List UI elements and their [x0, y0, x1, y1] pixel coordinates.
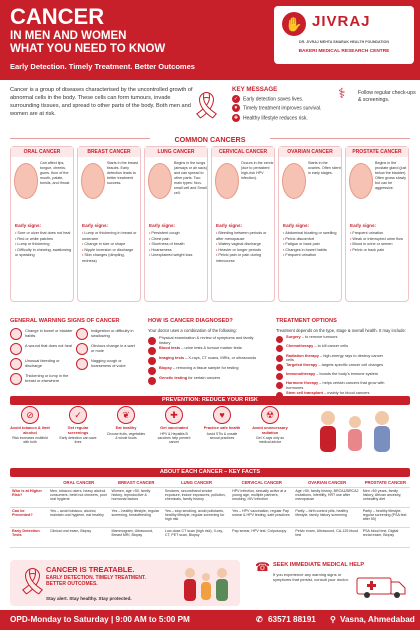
- treatment-detail: – targets specific cancer cell changes: [317, 361, 384, 367]
- warning-sign-item: [10, 373, 74, 387]
- prevention-desc: Get X-rays only as medical advice: [256, 436, 284, 445]
- early-signs-list: [15, 231, 73, 259]
- warning-sign-text: A wound that does not heal: [25, 343, 72, 348]
- early-sign-item: • Fatigue or back pain: [283, 242, 341, 248]
- warning-sign-text: Change in bowel or bladder habits: [25, 328, 73, 338]
- early-sign-item: • Heavier or longer periods: [216, 248, 274, 254]
- treatment-detail: – to remove tumours: [300, 334, 338, 339]
- prevention-item: [10, 406, 50, 460]
- warning-sign-icon: [76, 328, 88, 340]
- prevention-desc: Risk increases multifold with both: [12, 436, 48, 445]
- table-cell: Pelvic exam, Ultrasound, CA-125 blood test: [295, 528, 359, 537]
- cancer-card: [211, 146, 275, 302]
- treatable-subtitle: EARLY DETECTION. TIMELY TREATMENT. BETTER OUTCOMES.: [46, 575, 146, 588]
- cancer-card-desc: Occurs in the cervix (due to persistent high-risk HPV infection).: [241, 161, 274, 180]
- family-illustration: [300, 406, 410, 460]
- awareness-ribbon-icon: 🎗: [16, 566, 50, 596]
- table-cell: Partly – healthy lifestyle, regular screening (PSA test after 50): [362, 508, 407, 522]
- diagnosis-text: [159, 356, 263, 361]
- table-header-cell: CERVICAL CANCER: [241, 480, 282, 486]
- warning-sign-item: [10, 343, 74, 357]
- early-signs-label: Early signs:: [149, 223, 176, 228]
- treatment-head: Radiation therapy: [286, 352, 319, 358]
- diagnosis-text: [159, 346, 263, 351]
- diagnosis-text: [159, 366, 263, 371]
- early-sign-item: • Nipple inversion or discharge: [82, 248, 140, 254]
- prevention-item: [154, 406, 194, 460]
- treatment-intro: Treatment depends on the type, stage & overall health. It may include:: [276, 328, 406, 333]
- diagnosis-icon: [148, 367, 156, 375]
- early-sign-item: • Chest pain: [149, 237, 207, 243]
- prevention-icon: ✓: [69, 406, 87, 424]
- cancer-card: [144, 146, 208, 302]
- diagnosis-detail: – X-rays, CT scans, MRIs, or ultrasounds: [184, 355, 257, 360]
- table-cell: Mammogram, Ultrasound, Breast MRI, Biopsy: [111, 528, 154, 537]
- phone-alert-icon: ☎: [255, 560, 270, 574]
- prevention-desc: Early detection can save lives: [59, 436, 97, 445]
- treatment-icon: [276, 336, 283, 343]
- diagnosis-icon: [148, 357, 156, 365]
- prevention-head: Avoid unnecessary radiation: [252, 425, 288, 435]
- prevention-desc: HPV & Hepatitis B vaccines help prevent cancer: [157, 431, 191, 444]
- cancer-card-desc: Can affect lips, tongue, cheeks, gums, floor of the mouth, palate, tonsils, and throat.: [40, 161, 71, 185]
- treatment-head: Targeted therapy: [286, 361, 318, 367]
- early-sign-item: • Hoarseness: [149, 248, 207, 254]
- early-sign-item: • Bleeding between periods or after menopause: [216, 231, 274, 242]
- organ-illustration-icon: [81, 163, 105, 199]
- warning-sign-icon: [76, 343, 88, 355]
- early-sign-item: • Blood in urine or semen: [350, 242, 408, 248]
- treatable-footer: Stay alert. Stay healthy. Stay protected.: [46, 596, 132, 601]
- organ-illustration-icon: [349, 163, 373, 199]
- table-cell: Women, age >50, family history, reproductive & hormonal factors: [111, 488, 151, 502]
- treatment-head: Hormone therapy: [286, 380, 319, 386]
- warning-sign-text: Thickening or lump in the breast or elsewhere: [25, 373, 69, 383]
- treatment-icon: [276, 355, 283, 362]
- prevention-icon: ✚: [165, 406, 183, 424]
- table-cell: Smokers, secondhand smoke exposure, indoor exposures, pollution, chemicals, family history: [164, 488, 226, 502]
- prevention-desc: Choose fruits, vegetables & whole foods: [106, 431, 146, 440]
- warning-sign-icon: [10, 358, 22, 370]
- early-signs-label: Early signs:: [350, 223, 377, 228]
- table-row: [10, 527, 410, 547]
- ambulance-icon: [355, 572, 407, 600]
- early-sign-item: • Frequent urination: [283, 253, 341, 259]
- poster: CANCER IN MEN AND WOMEN WHAT YOU NEED TO KNOW Early Detection. Timely Treatment. Better Outcomes ✋ JIVRAJ DR. JIVRAJ MEHTA SMARAK HEALTH FOUNDATION BAKERI MEDICAL RESEARCH CENTRE Cancer is a group of diseases characterised by the uncontrolled growth of abnormal cells in the body. These cells can form tumours, invade surrounding tissues, and spread to other parts of the body. Both men and women are at risk. 🎗 KEY MESSAGE ✓ Early detection saves lives. ♥ Timely treatment improves survival. ✚ Healthy lifestyle reduces risk. ⚕ Follow regular check-ups & screenings. COMMON CANCERS ORAL CANCER Can affect lips, tongue, cheeks, gums, floor of the mouth, palate, tonsils, and throat. Early signs: • Sore or ulcer that does not heal • Red or white patches • Lump or thickening • Difficulty in chewing, swallowing or speaking BREAST CANCER Starts in the breast tissues. Early detection leads to better treatment success. Early signs: • Lump or thickening in breast or underarm • Change in size or shape • Nipple inversion or discharge • Skin changes (dimpling, redness) LUNG CANCER Begins in the lungs (airways or air sacs) and can spread to other parts. Two main types: Non-small cell and Small cell. Early signs: • Persistent cough • Chest pain • Shortness of breath • Hoarseness • Unexplained weight loss CERVICAL CANCER Occurs in the cervix (due to persistent high-risk HPV infection). Early signs: • Bleeding between periods or after menopause • Watery vaginal discharge • Heavier or longer periods • Pelvic pain or pain during intercourse OVARIAN CANCER Starts in the ovaries. Often silent in early stages. Early signs: • Abdominal bloating or swelling • Pelvic discomfort • Fatigue or back pain • Changes in bowel habits • Frequent urination PROSTATE CANCER Begins in the prostate gland (just below the bladder). Often grows slowly but can be aggressive. Early signs: • Frequent urination • Weak or interrupted urine flow • Blood in urine or semen • Pelvic or back pain GENERAL WARNING SIGNS OF CANCER Change in bowel or bladder habits Indigestion or difficulty in swallowing A wound that does not heal Obvious change in a wart or mole Unusual bleeding or discharge Nagging cough or hoarseness of voice Thickening or lump in the breast or elsewhere HOW IS CANCER DIAGNOSED? Your doctor uses a combination of the following: Physical examination & review of symptoms and family history Blood tests – urine tests & tumour marker tests Imaging tests – X-rays, CT scans, MRIs, or ultrasounds Biopsy – removing a tissue sample for testing Genetic testing for certain cancers TREATMENT OPTIONS Treatment depends on the type, stage & overall health. It may include: Surgery – to remove tumours Chemotherapy – to kill cancer cells Radiation therapy – high-energy rays to destroy cancer cells Targeted therapy – targets specific cancer cell changes Immunotherapy – boosts the body's immune system Hormone therapy – helps certain cancers that grow with hormones Stem cell transplant – mainly for blood cancers PREVENTION: REDUCE YOUR RISK ⊘ Avoid tobacco & limit alcohol Risk increases multifold with both ✓ Get regular screenings Early detection can save lives ❦ Eat healthy Choose fruits, vegetables & whole foods ✚ Get vaccinated HPV & Hepatitis B vaccines help prevent cancer ♥ Practice safe health Avoid STIs & unsafe sexual practices ☢ Avoid unnecessary radiation Get X-rays only as medical advice ABOUT EACH CANCER – KEY FACTS ORAL CANCER BREAST CANCER LUNG CANCER CERVICAL CANCER OVARIAN CANCER PROSTATE CANCER Who is at Higher Risk? Men, tobacco users, heavy alcohol consumers, betel nut chewers, poor oral hygiene Women, age >50, family history, reproductive & hormonal factors Smokers, secondhand smoke exposure, indoor exposures, pollution, chemicals, family history HPV infection, sexually active at a young age, multiple partners, smoking, HIV infection Age >50, family history, BRCA1/BRCA2 mutations, infertility, HRT use after menopause Men >50 years, family history, African ancestry, unhealthy diet Can be Prevented? Yes – avoid tobacco, alcohol, maintain oral hygiene, eat healthy Yes – healthy lifestyle, regular screening, breastfeeding Yes – stop smoking, avoid pollutants, healthy lifestyle, regular screening for high risk Yes – HPV vaccination, regular Pap smear & HPV testing, safe practices Partly – birth control pills, healthy lifestyle, family history screening Partly – healthy lifestyle, regular screening (PSA test after 50) Early Detection Tests Clinical oral exam, Biopsy Mammogram, Ultrasound, Breast MRI, Biopsy Low-dose CT scan (high risk), X-ray, CT, PET scan, Biopsy Pap smear, HPV test, Colposcopy Pelvic exam, Ultrasound, CA-125 blood test PSA blood test, Digital rectal exam, Biopsy 🎗 CANCER IS TREATABLE. EARLY DETECTION. TIMELY TREATMENT. BETTER OUTCOMES. Stay alert. Stay healthy. Stay protected. ☎ SEEK IMMEDIATE MEDICAL HELP If you experience any warning signs or symptoms that persist, consult your doctor. OPD-Monday to Saturday | 9:00 AM to 5:00 PM ✆ 63571 88191 ⚲ Vasna, Ahmedabad: [0, 0, 420, 630]
- prevention-icon: ☢: [261, 406, 279, 424]
- key-message-title: KEY MESSAGE: [232, 86, 278, 93]
- early-sign-item: • Lump or thickening: [15, 242, 73, 248]
- heart-icon: ♥: [232, 104, 240, 112]
- cancer-card-desc: Begins in the prostate gland (just below the bladder). Often grows slowly but can be aggressive.: [375, 161, 407, 190]
- early-sign-item: • Abdominal bloating or swelling: [283, 231, 341, 237]
- warning-signs-panel: [10, 318, 142, 390]
- table-cell: Yes – avoid tobacco, alcohol, maintain oral hygiene, eat healthy: [50, 508, 104, 517]
- early-sign-item: • Lump or thickening in breast or underarm: [82, 231, 140, 242]
- early-sign-item: • Pelvic pain or pain during intercourse: [216, 253, 274, 264]
- early-sign-item: • Skin changes (dimpling, redness): [82, 253, 140, 264]
- opd-hours: OPD-Monday to Saturday | 9:00 AM to 5:00 PM: [10, 615, 190, 624]
- brand-centre: BAKERI MEDICAL RESEARCH CENTRE: [298, 49, 390, 54]
- diagnosis-head: Imaging tests: [159, 355, 185, 360]
- cancer-card-desc: Starts in the breast tissues. Early detection leads to better treatment success.: [107, 161, 138, 185]
- cancer-card-title: LUNG CANCER: [145, 147, 207, 157]
- early-sign-item: • Sore or ulcer that does not heal: [15, 231, 73, 237]
- brand-name: JIVRAJ: [312, 13, 371, 30]
- diagnosis-icon: [148, 347, 156, 355]
- diagnosis-head: Genetic testing: [159, 375, 188, 380]
- early-sign-item: • Difficulty in chewing, swallowing or speaking: [15, 248, 73, 259]
- treatment-head: Chemotherapy: [286, 343, 314, 349]
- table-cell: Pap smear, HPV test, Colposcopy: [232, 528, 287, 533]
- table-cell: Yes – HPV vaccination, regular Pap smear & HPV testing, safe practices: [232, 508, 290, 517]
- warning-sign-icon: [10, 343, 22, 355]
- early-signs-list: [216, 231, 274, 265]
- cancer-card-title: OVARIAN CANCER: [279, 147, 341, 157]
- early-signs-list: [149, 231, 207, 259]
- early-signs-list: [350, 231, 408, 253]
- prevention-icon: ⊘: [21, 406, 39, 424]
- treatment-detail: – mainly for blood cancers: [322, 389, 370, 395]
- diagnosis-title: HOW IS CANCER DIAGNOSED?: [148, 318, 233, 324]
- table-header-cell: BREAST CANCER: [118, 480, 155, 486]
- diagnosis-head: Blood tests: [159, 345, 181, 350]
- treatment-text: [286, 335, 390, 339]
- treatment-icon: [276, 364, 283, 371]
- location-text: Vasna, Ahmedabad: [340, 615, 415, 624]
- diagnosis-panel: [148, 318, 268, 390]
- early-signs-label: Early signs:: [15, 223, 42, 228]
- cancer-card: [10, 146, 74, 302]
- cancer-card: [345, 146, 409, 302]
- key-facts-table: [10, 479, 410, 548]
- shield-icon: ✚: [233, 114, 239, 121]
- table-cell: HPV infection, sexually active at a young age, multiple partners, smoking, HIV infection: [232, 488, 287, 502]
- header-banner: [0, 0, 420, 80]
- family-icon: [178, 564, 234, 602]
- intro-text: Cancer is a group of diseases characterised by the uncontrolled growth of abnormal cells in the body. These cells can form tumours, invade surrounding tissues, and spread to other parts of the body. Both men and women are at risk.: [10, 87, 193, 117]
- common-cancers-title: COMMON CANCERS: [174, 135, 246, 144]
- warning-sign-item: [76, 358, 140, 372]
- prevention-item: [58, 406, 98, 460]
- warning-sign-icon: [10, 373, 22, 385]
- warning-sign-text: Unusual bleeding or discharge: [25, 358, 60, 368]
- prevention-item: [106, 406, 146, 460]
- warning-sign-text: Indigestion or difficulty in swallowing: [91, 328, 134, 338]
- table-row: [10, 507, 410, 527]
- key-message-list: [232, 95, 321, 123]
- early-signs-list: [283, 231, 341, 259]
- treatment-text: [286, 391, 390, 395]
- prevention-head: Eat healthy: [115, 425, 137, 430]
- table-cell: Partly – birth control pills, healthy lifestyle, family history screening: [295, 508, 349, 517]
- check-icon: ✓: [233, 96, 239, 102]
- key-message-item: ✚ Healthy lifestyle reduces risk.: [233, 114, 308, 121]
- table-cell: Clinical oral exam, Biopsy: [50, 528, 92, 533]
- table-header-cell: OVARIAN CANCER: [308, 480, 347, 486]
- organ-illustration-icon: [282, 163, 306, 199]
- warning-sign-item: [10, 358, 74, 372]
- diagnosis-intro: Your doctor uses a combination of the following:: [148, 328, 237, 333]
- early-sign-item: • Weak or interrupted urine flow: [350, 237, 408, 243]
- early-sign-item: • Shortness of breath: [149, 242, 207, 248]
- divider: [270, 138, 410, 139]
- organ-illustration-icon: [215, 163, 239, 199]
- subtitle-line-2: WHAT YOU NEED TO KNOW: [10, 43, 166, 55]
- treatment-icon: [276, 345, 283, 352]
- diagnosis-icon: [148, 337, 156, 345]
- phone-number[interactable]: 63571 88191: [268, 615, 316, 624]
- stethoscope-icon: ⚕: [338, 85, 346, 101]
- table-header-cell: PROSTATE CANCER: [364, 480, 406, 486]
- organ-illustration-icon: [14, 163, 38, 199]
- table-cell: Yes – healthy lifestyle, regular screening, breastfeeding: [111, 508, 160, 517]
- brand-foundation: DR. JIVRAJ MEHTA SMARAK HEALTH FOUNDATION: [299, 40, 389, 44]
- table-cell: Low-dose CT scan (high risk), X-ray, CT, PET scan, Biopsy: [164, 528, 223, 537]
- table-header-row: [10, 479, 410, 487]
- early-signs-list: [82, 231, 140, 265]
- treatment-text: [286, 372, 390, 376]
- warning-sign-item: [10, 328, 74, 342]
- row-header: Early Detection Tests: [12, 528, 40, 537]
- early-signs-label: Early signs:: [82, 223, 109, 228]
- subtitle-line-1: IN MEN AND WOMEN: [10, 30, 127, 42]
- cancer-card-title: PROSTATE CANCER: [346, 147, 408, 157]
- treatment-detail: – high-energy rays to destroy cancer cells: [286, 352, 384, 362]
- warning-sign-icon: [10, 328, 22, 340]
- treatable-box: [10, 560, 240, 606]
- organ-illustration-icon: [148, 163, 172, 199]
- cancer-card-desc: Starts in the ovaries. Often silent in early stages.: [308, 161, 341, 175]
- location-pin-icon: ⚲: [330, 615, 336, 624]
- family-icon: [300, 406, 410, 460]
- seek-help-text: If you experience any warning signs or symptoms that persist, consult your doctor.: [273, 572, 349, 582]
- key-message-item: ♥ Timely treatment improves survival.: [232, 104, 321, 113]
- table-row: [10, 487, 410, 507]
- diagnosis-detail: for certain cancers: [187, 375, 221, 380]
- table-cell: Age >50, family history, BRCA1/BRCA2 mutations, infertility, HRT use after menopause: [295, 488, 359, 502]
- diagnosis-icon: [148, 377, 156, 385]
- diagnosis-head: Biopsy: [159, 365, 172, 370]
- treatment-text: [286, 363, 390, 367]
- early-sign-item: • Pelvic or back pain: [350, 248, 408, 254]
- treatment-detail: – to kill cancer cells: [313, 343, 349, 349]
- brand-logo: [274, 6, 414, 64]
- table-cell: PSA blood test, Digital rectal exam, Biopsy: [362, 528, 399, 537]
- prevention-head: Get regular screenings: [67, 425, 89, 435]
- seek-help-title: SEEK IMMEDIATE MEDICAL HELP: [273, 562, 365, 568]
- early-sign-item: • Unexplained weight loss: [149, 253, 207, 259]
- prevention-item: [250, 406, 290, 460]
- warning-sign-icon: [76, 358, 88, 370]
- early-sign-item: • Watery vaginal discharge: [216, 242, 274, 248]
- treatment-detail: – helps certain cancers that grow with hormones: [286, 380, 385, 390]
- early-sign-item: • Red or white patches: [15, 237, 73, 243]
- warning-sign-item: [76, 343, 140, 357]
- treatment-text: [286, 344, 390, 348]
- treatment-icon: [276, 373, 283, 380]
- prevention-head: Get vaccinated: [160, 425, 188, 430]
- warning-sign-item: [76, 328, 140, 342]
- cancer-card-title: BREAST CANCER: [78, 147, 140, 157]
- prevention-title: PREVENTION: REDUCE YOUR RISK: [10, 396, 410, 405]
- treatment-head: Immunotherapy: [286, 371, 316, 377]
- treatment-title: TREATMENT OPTIONS: [276, 318, 337, 324]
- table-cell: Men >50 years, family history, African ancestry, unhealthy diet: [362, 488, 402, 502]
- diagnosis-detail: Physical examination & review of symptoms and family history: [159, 335, 254, 345]
- cancer-card-title: ORAL CANCER: [11, 147, 73, 157]
- table-cell: Men, tobacco users, heavy alcohol consumers, betel nut chewers, poor oral hygiene: [50, 488, 107, 502]
- treatable-title: CANCER IS TREATABLE.: [46, 565, 135, 574]
- treatment-head: Surgery: [286, 334, 301, 339]
- warning-sign-text: Nagging cough or hoarseness of voice: [91, 358, 126, 368]
- early-sign-item: • Frequent urination: [350, 231, 408, 237]
- key-facts-title: ABOUT EACH CANCER – KEY FACTS: [10, 468, 410, 477]
- warning-signs-title: GENERAL WARNING SIGNS OF CANCER: [10, 318, 120, 324]
- page-title: CANCER: [10, 4, 105, 29]
- table-header-cell: ORAL CANCER: [63, 480, 95, 486]
- diagnosis-detail: – removing a tissue sample for testing: [171, 365, 239, 370]
- awareness-ribbon-icon: 🎗: [190, 90, 224, 120]
- prevention-desc: Avoid STIs & unsafe sexual practices: [206, 431, 238, 440]
- page-subtitle: [10, 30, 165, 56]
- table-header-cell: [10, 479, 48, 487]
- early-sign-item: • Changes in bowel habits: [283, 248, 341, 254]
- tagline: Early Detection. Timely Treatment. Better Outcomes: [10, 62, 195, 71]
- hands-logo-icon: ✋: [282, 12, 306, 36]
- prevention-head: Practice safe health: [203, 425, 241, 430]
- row-header: Who is at Higher Risk?: [12, 488, 42, 497]
- phone-icon: ✆: [256, 615, 263, 624]
- diagnosis-detail: – urine tests & tumour marker tests: [180, 345, 242, 350]
- cancer-card: [77, 146, 141, 302]
- cancer-card: [278, 146, 342, 302]
- key-message-item: ✓ Early detection saves lives.: [233, 96, 304, 103]
- treatment-head: Stem cell transplant: [286, 389, 323, 395]
- row-header: Can be Prevented?: [12, 508, 33, 517]
- prevention-item: [202, 406, 242, 460]
- seek-help-box: [255, 560, 410, 606]
- prevention-icon: ♥: [213, 406, 231, 424]
- table-cell: Yes – stop smoking, avoid pollutants, healthy lifestyle, regular screening for high risk: [164, 508, 225, 522]
- table-header-cell: LUNG CANCER: [181, 480, 213, 486]
- cancer-card-title: CERVICAL CANCER: [212, 147, 274, 157]
- diagnosis-item: [148, 376, 268, 386]
- treatment-icon: [276, 382, 283, 389]
- diagnosis-text: [159, 376, 263, 381]
- early-sign-item: • Change in size or shape: [82, 242, 140, 248]
- treatment-detail: – boosts the body's immune system: [315, 371, 378, 377]
- early-signs-label: Early signs:: [283, 223, 310, 228]
- treatment-panel: [276, 318, 410, 395]
- early-signs-label: Early signs:: [216, 223, 243, 228]
- early-sign-item: • Pelvic discomfort: [283, 237, 341, 243]
- cancer-card-desc: Begins in the lungs (airways or air sacs) and can spread to other parts. Two main types: Non-small cell and Small cell.: [174, 161, 207, 195]
- prevention-head: Avoid tobacco & limit alcohol: [10, 425, 50, 435]
- prevention-icon: ❦: [117, 406, 135, 424]
- early-sign-item: • Persistent cough: [149, 231, 207, 237]
- footer-bar: [0, 610, 420, 630]
- warning-sign-text: Obvious change in a wart or mole: [91, 343, 135, 353]
